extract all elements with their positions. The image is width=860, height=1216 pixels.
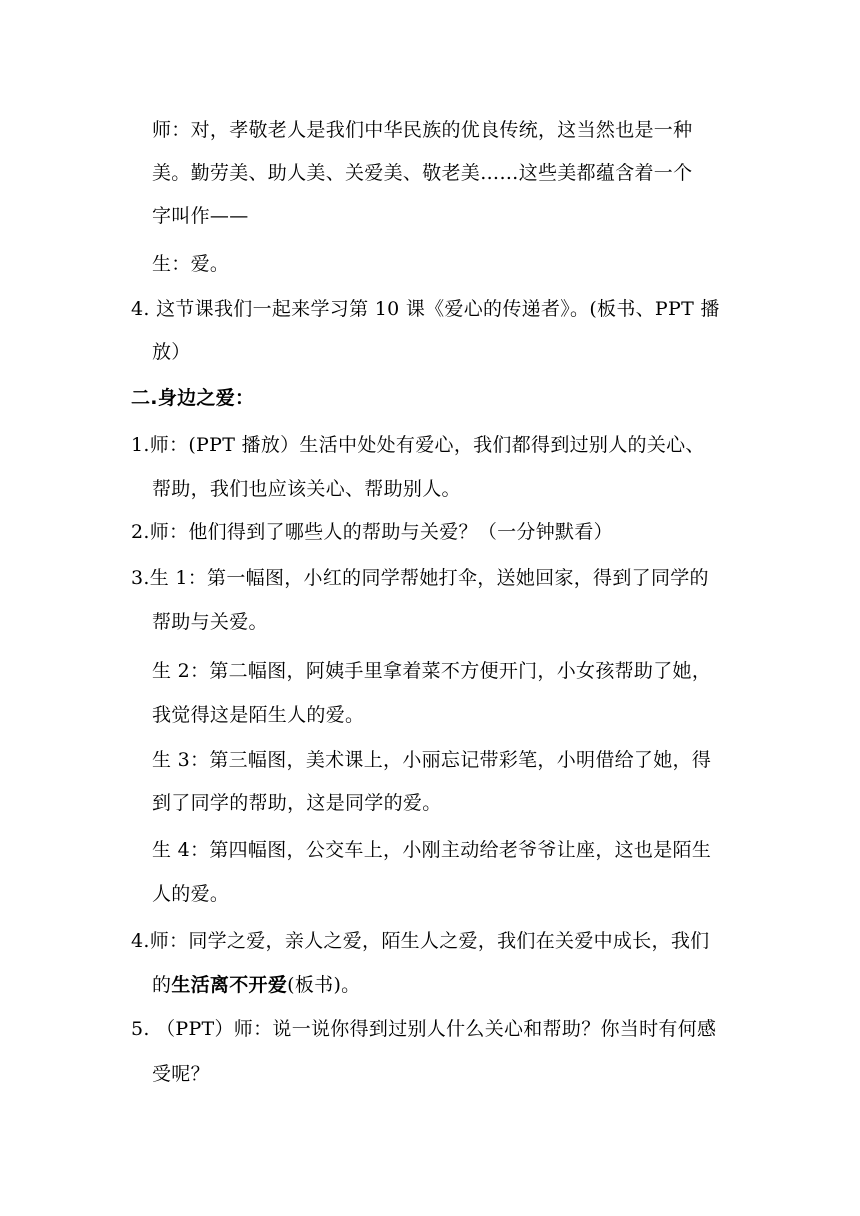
student-2-line-2: 我觉得这是陌生人的爱。 — [152, 704, 365, 726]
s2-item-4-line-1: 4.师：同学之爱，亲人之爱，陌生人之爱，我们在关爱中成长，我们 — [131, 930, 710, 952]
s2-item-4-suffix: (板书)。 — [287, 974, 361, 996]
section-heading: 二.身边之爱： — [131, 387, 255, 409]
student-1-line-1: 3.生 1：第一幅图，小红的同学帮她打伞，送她回家，得到了同学的 — [131, 567, 709, 589]
s2-item-1-line-2: 帮助，我们也应该关心、帮助别人。 — [152, 478, 461, 500]
student-2-line-1: 生 2：第二幅图，阿姨手里拿着菜不方便开门，小女孩帮助了她， — [152, 660, 712, 682]
blackboard-phrase: 生活离不开爱 — [171, 974, 288, 996]
student-4-line-1: 生 4：第四幅图，公交车上，小刚主动给老爷爷让座，这也是陌生 — [152, 839, 712, 861]
student-4-line-2: 人的爱。 — [152, 883, 230, 905]
s2-item-1-line-1: 1.师：(PPT 播放）生活中处处有爱心，我们都得到过别人的关心、 — [131, 434, 705, 456]
s2-item-5-line-1: 5. （PPT）师：说一说你得到过别人什么关心和帮助？你当时有何感 — [131, 1018, 717, 1040]
student-answer-love: 生：爱。 — [152, 253, 230, 275]
s2-item-2-line-1: 2.师：他们得到了哪些人的帮助与关爱？（一分钟默看） — [131, 521, 613, 543]
teacher-line-1: 师：对，孝敬老人是我们中华民族的优良传统，这当然也是一种 — [152, 119, 693, 141]
student-3-line-2: 到了同学的帮助，这是同学的爱。 — [152, 792, 442, 814]
s2-item-4-line-2 — [152, 973, 360, 997]
item-4-line-1: 4. 这节课我们一起来学习第 10 课《爱心的传递者》。(板书、PPT 播 — [131, 298, 720, 320]
teacher-line-3: 字叫作—— — [152, 205, 249, 227]
s2-item-4-prefix: 的 — [152, 974, 172, 996]
s2-item-5-line-2: 受呢？ — [152, 1063, 210, 1085]
item-4-line-2: 放） — [152, 341, 191, 363]
teacher-line-2: 美。勤劳美、助人美、关爱美、敬老美……这些美都蕴含着一个 — [152, 162, 693, 184]
student-3-line-1: 生 3：第三幅图，美术课上，小丽忘记带彩笔，小明借给了她，得 — [152, 749, 712, 771]
student-1-line-2: 帮助与关爱。 — [152, 611, 268, 633]
